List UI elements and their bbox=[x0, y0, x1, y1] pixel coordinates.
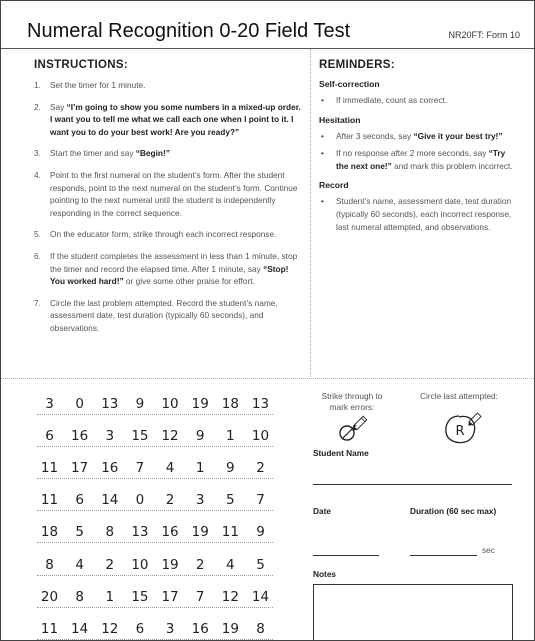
instruction-number: 1. bbox=[34, 80, 41, 90]
numeral[interactable]: 15 bbox=[131, 428, 149, 445]
numeral[interactable]: 2 bbox=[195, 556, 205, 573]
numeral[interactable]: 6 bbox=[75, 492, 84, 509]
numeral[interactable]: 0 bbox=[135, 492, 145, 509]
text-run: and mark this problem incorrect. bbox=[391, 160, 513, 171]
circle-example-caption: Circle last attempted: bbox=[420, 391, 498, 401]
text-run: or give some other praise for effort. bbox=[123, 276, 255, 287]
numeral[interactable]: 5 bbox=[256, 556, 265, 573]
numeral[interactable]: 13 bbox=[101, 396, 119, 413]
numeral[interactable]: 0 bbox=[75, 396, 84, 413]
numeral[interactable]: 19 bbox=[191, 524, 209, 541]
duration-unit: sec bbox=[482, 545, 495, 555]
instruction-item bbox=[34, 79, 304, 92]
text-run: On the educator form, strike through each incorrect response. bbox=[50, 229, 277, 240]
numeral[interactable]: 11 bbox=[221, 524, 239, 541]
numeral[interactable]: 13 bbox=[251, 396, 270, 413]
instruction-item bbox=[34, 169, 304, 219]
emphasized-text: “Stop! You worked hard!” bbox=[50, 263, 289, 287]
numeral[interactable]: 16 bbox=[161, 524, 179, 541]
instruction-item bbox=[34, 101, 304, 139]
numeral[interactable]: 16 bbox=[101, 460, 119, 477]
text-run: Say bbox=[50, 101, 67, 112]
instruction-item bbox=[34, 250, 304, 288]
numeral[interactable]: 19 bbox=[191, 396, 209, 413]
instruction-number: 7. bbox=[34, 297, 41, 308]
numeral[interactable]: 9 bbox=[256, 524, 265, 541]
numeral[interactable]: 8 bbox=[105, 524, 115, 541]
section-divider bbox=[1, 378, 534, 379]
instructions-panel bbox=[34, 59, 304, 344]
reminders-panel bbox=[319, 59, 519, 238]
numeral[interactable]: 11 bbox=[40, 460, 59, 477]
notes-label: Notes bbox=[313, 569, 337, 579]
reminder-group-title: Hesitation bbox=[319, 114, 361, 125]
emphasized-text: “I’m going to show you some numbers in a mixed-up order. I want you to tell me what we call each one when I point to it. I want you to do your best work! Are you ready?” bbox=[50, 101, 301, 137]
form-id: NR20FT: Form 10 bbox=[448, 30, 520, 40]
numeral[interactable]: 4 bbox=[226, 556, 235, 573]
numeral[interactable]: 19 bbox=[161, 556, 179, 573]
instruction-number: 6. bbox=[34, 250, 41, 261]
reminder-item bbox=[319, 130, 519, 143]
numeral[interactable]: 3 bbox=[195, 492, 205, 509]
numeral[interactable]: 8 bbox=[256, 620, 265, 637]
reminders-heading: REMINDERS: bbox=[319, 59, 395, 71]
numeral[interactable]: 11 bbox=[40, 492, 59, 509]
reminder-list bbox=[319, 195, 519, 233]
instruction-number: 3. bbox=[34, 148, 41, 159]
reminder-item bbox=[319, 195, 519, 233]
numeral[interactable]: 12 bbox=[161, 428, 179, 445]
emphasized-text: “Begin!” bbox=[135, 148, 170, 159]
numeral[interactable]: 12 bbox=[101, 620, 119, 637]
numeral-row bbox=[37, 511, 273, 543]
text-run: If no response after 2 more seconds, say bbox=[336, 148, 489, 159]
numeral[interactable]: 7 bbox=[135, 460, 145, 477]
strike-example-caption: Strike through to mark errors: bbox=[321, 391, 383, 412]
numeral-row bbox=[37, 543, 273, 575]
numeral[interactable]: 18 bbox=[221, 396, 239, 413]
numeral-row bbox=[37, 608, 273, 640]
instruction-item bbox=[34, 228, 304, 241]
instructions-heading: INSTRUCTIONS: bbox=[34, 59, 128, 71]
numeral[interactable]: 3 bbox=[45, 396, 54, 413]
numeral[interactable]: 13 bbox=[131, 524, 149, 541]
reminder-item bbox=[319, 94, 519, 107]
notes-field[interactable] bbox=[313, 584, 513, 641]
numeral[interactable]: 3 bbox=[165, 620, 175, 637]
student-name-label: Student Name bbox=[313, 448, 369, 458]
numeral[interactable]: 2 bbox=[256, 460, 265, 477]
emphasized-text: “Try the next one!” bbox=[336, 148, 506, 171]
numeral[interactable]: 1 bbox=[105, 588, 115, 605]
numeral[interactable]: 11 bbox=[40, 620, 59, 637]
text-run: Point to the first numeral on the student’s form. After the student responds, point to the next numeral on the student’s form. Continue pointing to the next numeral until the student is independently responding in the correct sequence. bbox=[50, 169, 298, 218]
numeral[interactable]: 1 bbox=[195, 460, 205, 477]
emphasized-text: “Give it your best try!” bbox=[413, 130, 503, 141]
reminder-group-title: Record bbox=[319, 180, 349, 191]
numeral[interactable]: 8 bbox=[45, 556, 54, 573]
numeral[interactable]: 16 bbox=[191, 620, 209, 637]
instruction-item bbox=[34, 147, 304, 160]
circle-example-letter: R bbox=[455, 424, 465, 439]
numeral[interactable]: 17 bbox=[161, 588, 179, 605]
date-label: Date bbox=[313, 506, 331, 516]
date-field[interactable] bbox=[313, 555, 379, 556]
duration-field[interactable] bbox=[410, 555, 477, 556]
numeral[interactable]: 6 bbox=[45, 428, 54, 445]
numeral[interactable]: 9 bbox=[226, 460, 235, 477]
numeral[interactable]: 6 bbox=[135, 620, 145, 637]
instruction-number: 2. bbox=[34, 101, 41, 112]
text-run: Set the timer for 1 minute. bbox=[50, 80, 146, 90]
numeral-row bbox=[37, 479, 273, 511]
numeral[interactable]: 8 bbox=[75, 588, 84, 605]
instruction-item bbox=[34, 297, 304, 335]
page-title: Numeral Recognition 0-20 Field Test bbox=[27, 20, 351, 42]
numeral-row bbox=[37, 447, 273, 479]
numeral[interactable]: 2 bbox=[165, 492, 175, 509]
numeral[interactable]: 14 bbox=[251, 588, 270, 605]
numeral[interactable]: 10 bbox=[131, 556, 149, 573]
instruction-number: 5. bbox=[34, 229, 41, 240]
numeral[interactable]: 9 bbox=[135, 396, 145, 413]
numeral[interactable]: 15 bbox=[131, 588, 149, 605]
numeral-grid bbox=[37, 383, 273, 640]
circle-example-icon bbox=[441, 411, 485, 447]
numeral[interactable]: 5 bbox=[75, 524, 84, 541]
numeral[interactable]: 3 bbox=[105, 428, 115, 445]
reminders-groups bbox=[319, 79, 519, 233]
header-divider bbox=[1, 48, 534, 49]
reminder-group-title: Self-correction bbox=[319, 79, 380, 89]
numeral[interactable]: 2 bbox=[105, 556, 115, 573]
numeral[interactable]: 14 bbox=[101, 492, 119, 509]
numeral[interactable]: 10 bbox=[251, 428, 270, 445]
numeral[interactable]: 18 bbox=[40, 524, 59, 541]
numeral[interactable]: 9 bbox=[195, 428, 205, 445]
student-name-field[interactable] bbox=[313, 484, 512, 485]
reminder-list bbox=[319, 130, 519, 173]
text-run: If immediate, count as correct. bbox=[336, 95, 448, 105]
numeral[interactable]: 4 bbox=[165, 460, 175, 477]
instructions-list bbox=[34, 79, 304, 335]
numeral-row bbox=[37, 415, 273, 447]
numeral[interactable]: 20 bbox=[40, 588, 59, 605]
text-run: Student’s name, assessment date, test duration (typically 60 seconds), each incorrect response, last numeral attempted, and observations. bbox=[336, 196, 512, 232]
text-run: After 3 seconds, say bbox=[336, 130, 414, 141]
numeral[interactable]: 5 bbox=[226, 492, 235, 509]
text-run: Circle the last problem attempted. Record the student’s name, assessment date, test duration (typically 60 seconds), and observations. bbox=[50, 297, 278, 333]
numeral[interactable]: 1 bbox=[226, 428, 235, 445]
numeral[interactable]: 19 bbox=[221, 620, 239, 637]
reminder-list bbox=[319, 94, 519, 107]
numeral[interactable]: 7 bbox=[195, 588, 205, 605]
numeral[interactable]: 12 bbox=[221, 588, 239, 605]
text-run: If the student completes the assessment in less than 1 minute, stop the timer and record the elapsed time. After 1 minute, say bbox=[50, 250, 298, 274]
duration-label: Duration (60 sec max) bbox=[410, 506, 497, 516]
numeral-row bbox=[37, 383, 273, 415]
instruction-number: 4. bbox=[34, 169, 41, 180]
numeral[interactable]: 7 bbox=[256, 492, 265, 509]
text-run: Start the timer and say bbox=[50, 148, 136, 159]
numeral[interactable]: 4 bbox=[75, 556, 84, 573]
reminder-item bbox=[319, 147, 519, 172]
numeral[interactable]: 16 bbox=[71, 428, 89, 445]
numeral[interactable]: 14 bbox=[71, 620, 89, 637]
strike-example-icon bbox=[336, 414, 376, 446]
column-divider bbox=[310, 49, 311, 377]
numeral-row bbox=[37, 576, 273, 608]
numeral[interactable]: 17 bbox=[71, 460, 89, 477]
numeral[interactable]: 10 bbox=[161, 396, 179, 413]
